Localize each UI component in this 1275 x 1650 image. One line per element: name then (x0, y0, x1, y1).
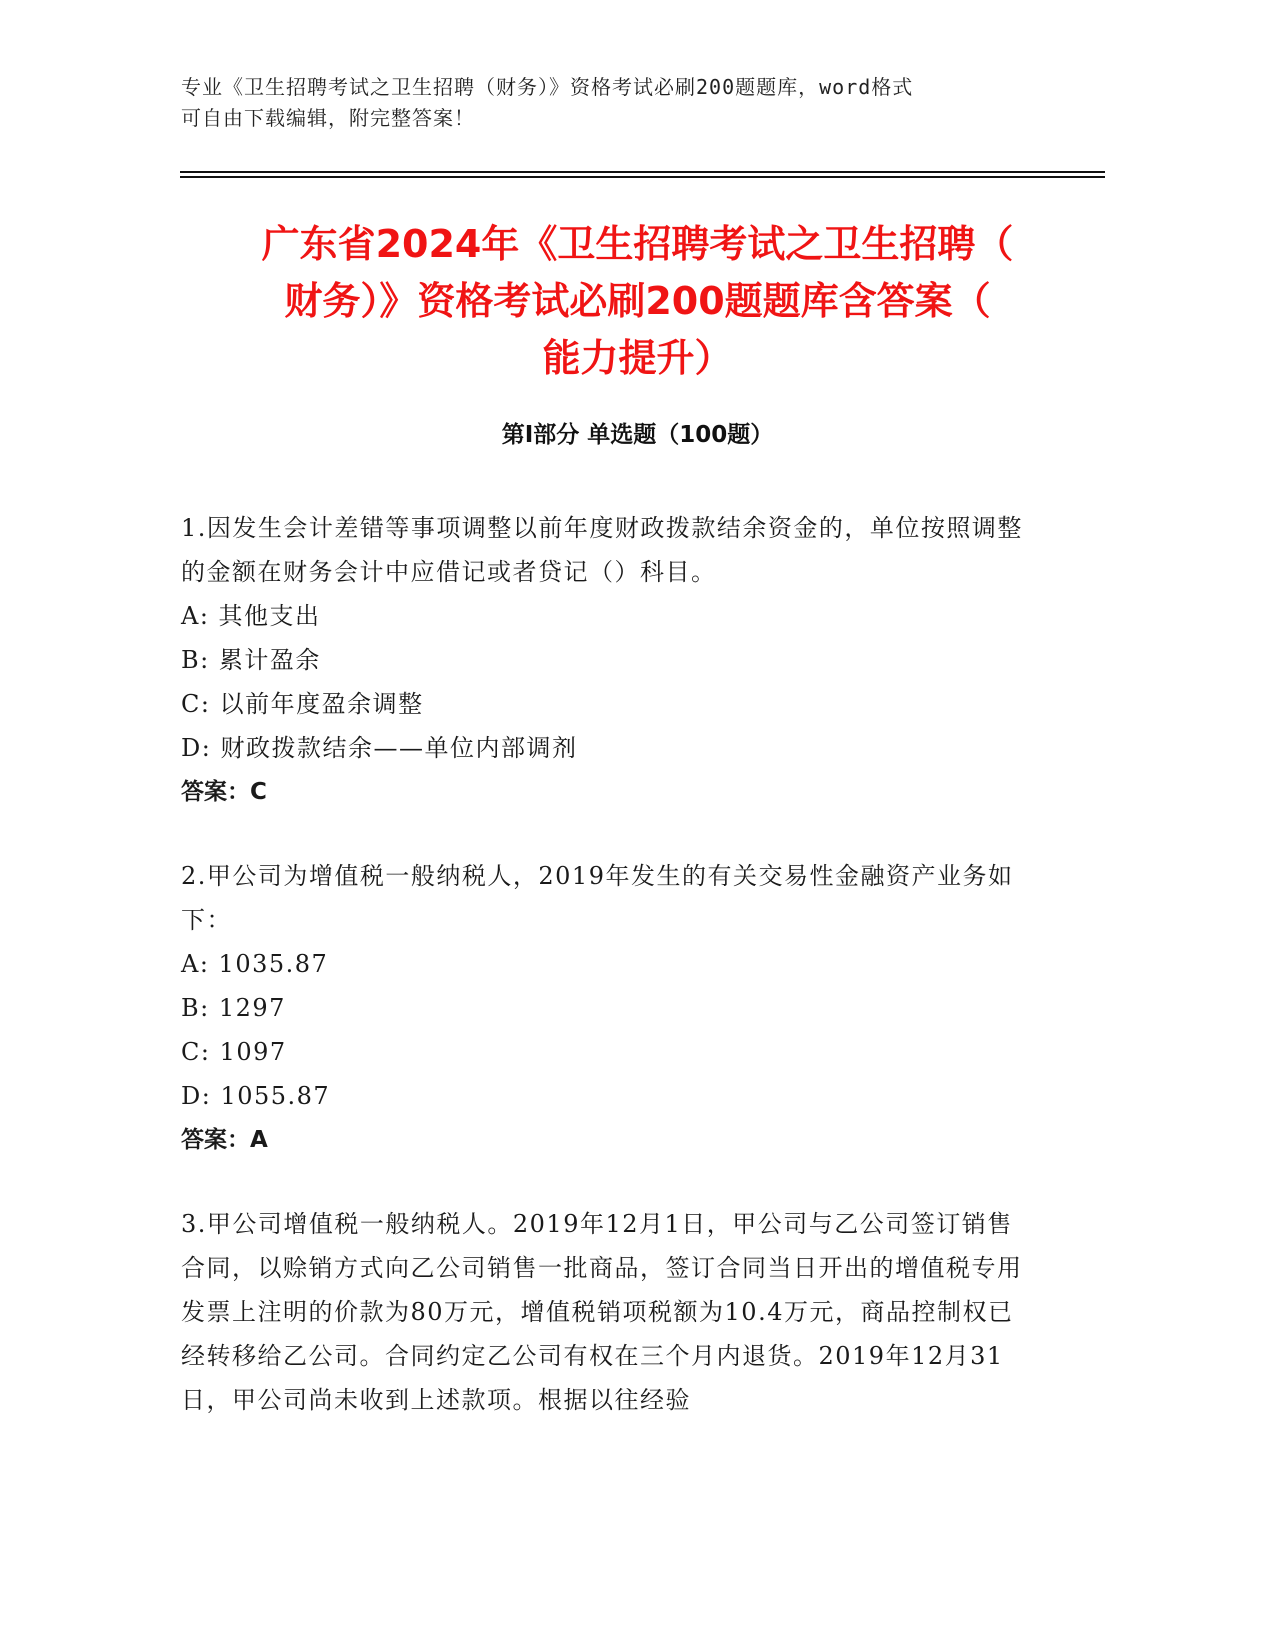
answer: 答案：A (181, 1127, 268, 1153)
document-title (150, 216, 1125, 387)
option-b: B: 累计盈余 (181, 646, 321, 674)
question-1 (181, 506, 1031, 814)
header-rule-top (180, 171, 1105, 173)
question-list (181, 506, 1031, 1462)
question-stem: 1.因发生会计差错等事项调整以前年度财政拨款结余资金的，单位按照调整的金额在财务会计中应借记或者贷记（）科目。 (181, 514, 1023, 586)
document-title-line-2: 财务）》资格考试必刷200题题库含答案（ (284, 279, 991, 323)
option-a: A: 其他支出 (181, 602, 321, 630)
question-stem: 3.甲公司增值税一般纳税人。2019年12月1日，甲公司与乙公司签订销售合同，以赊销方式向乙公司销售一批商品，签订合同当日开出的增值税专用发票上注明的价款为80万元，增值税销项税额为10.4万元，商品控制权已经转移给乙公司。合同约定乙公司有权在三个月内退货。2019年12月31日，甲公司尚未收到上述款项。根据以往经验 (181, 1210, 1023, 1414)
option-a: A: 1035.87 (181, 950, 329, 978)
option-d: D: 1055.87 (181, 1082, 331, 1110)
answer: 答案：C (181, 779, 267, 805)
option-c: C: 以前年度盈余调整 (181, 690, 424, 718)
document-title-line-3: 能力提升） (542, 336, 733, 380)
option-d: D: 财政拨款结余——单位内部调剂 (181, 734, 578, 762)
document-title-line-1: 广东省2024年《卫生招聘考试之卫生招聘（ (261, 222, 1014, 266)
section-title: 第Ⅰ部分 单选题（100题） (501, 422, 774, 448)
question-stem: 2.甲公司为增值税一般纳税人，2019年发生的有关交易性金融资产业务如下： (181, 862, 1014, 934)
header-note (181, 72, 1041, 134)
option-b: B: 1297 (181, 994, 286, 1022)
header-rule-bottom (180, 176, 1105, 178)
question-3 (181, 1202, 1031, 1422)
header-note-line-1: 专业《卫生招聘考试之卫生招聘（财务）》资格考试必刷200题题库，word格式 (181, 75, 914, 99)
question-2 (181, 854, 1031, 1162)
header-note-line-2: 可自由下载编辑，附完整答案！ (181, 106, 475, 130)
option-c: C: 1097 (181, 1038, 287, 1066)
